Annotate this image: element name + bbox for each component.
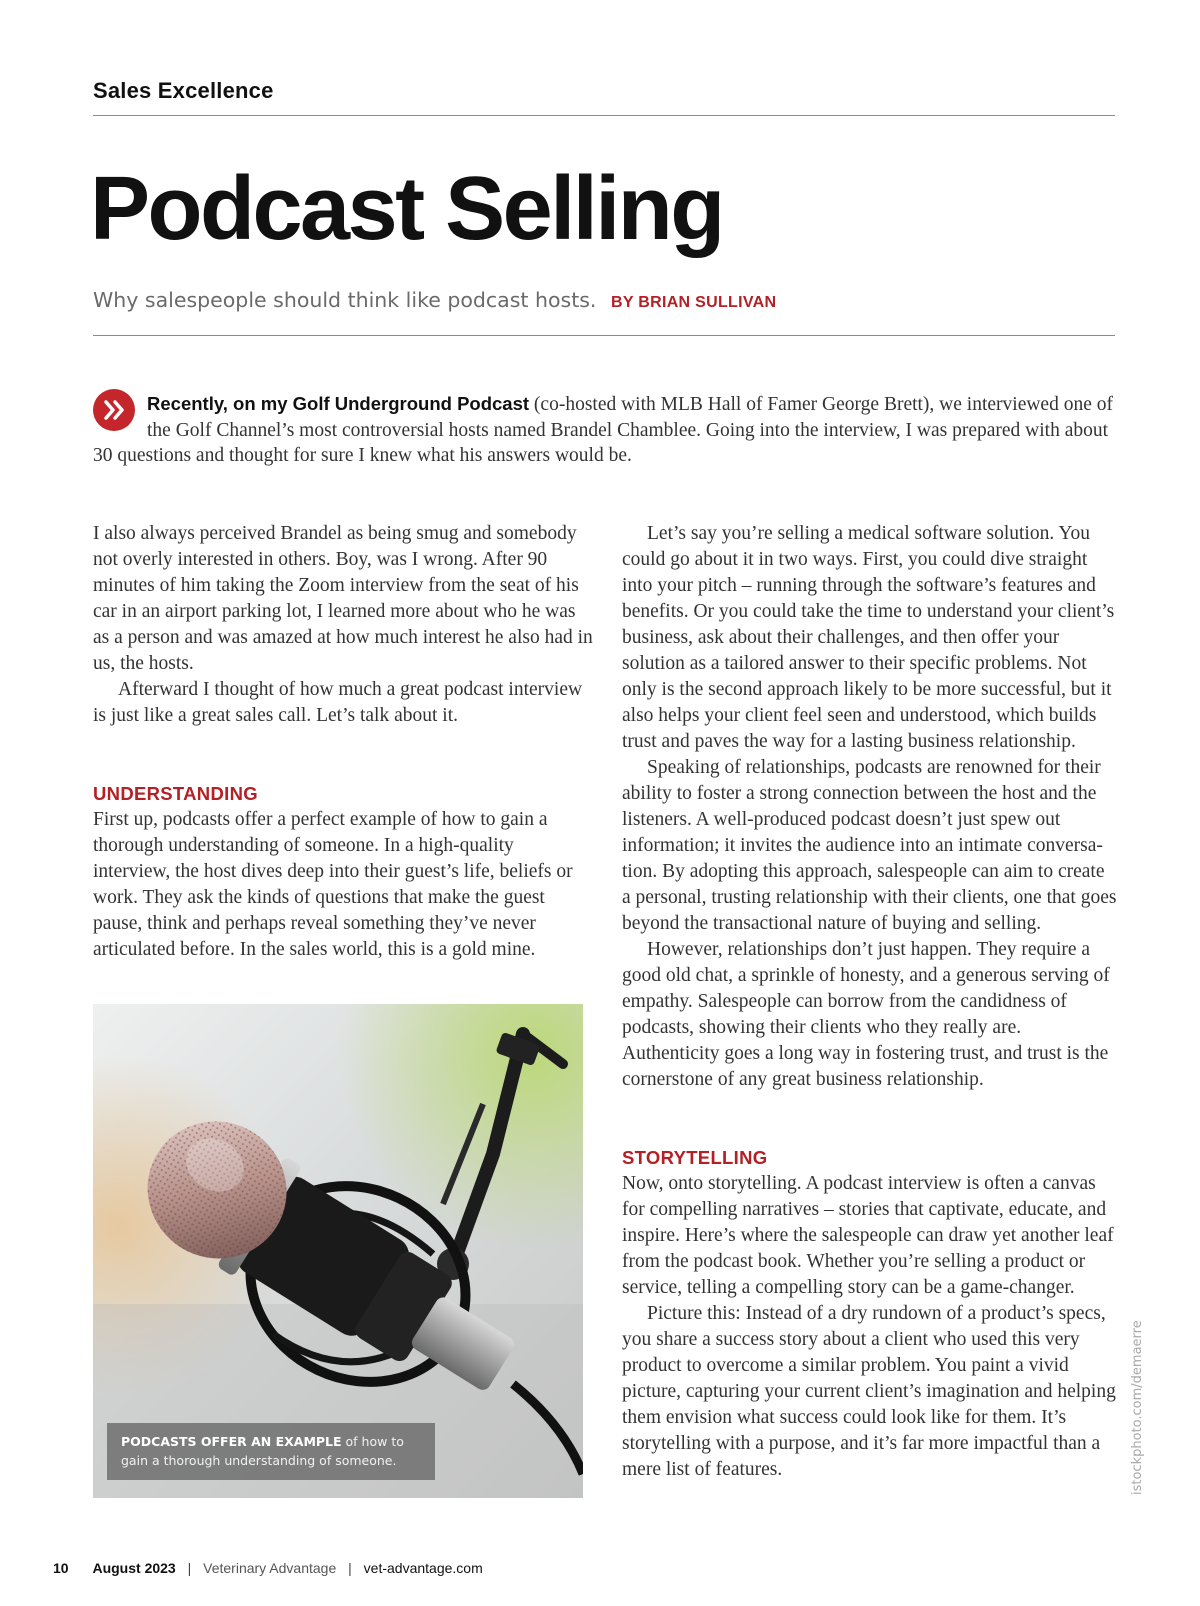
- publication-name: Veterinary Advantage: [203, 1560, 337, 1576]
- caption-bold: PODCASTS OFFER AN EXAMPLE: [121, 1434, 342, 1449]
- double-chevron-right-icon: [93, 389, 135, 431]
- photo-credit: istockphoto.com/demaerre: [1130, 1320, 1145, 1495]
- issue-date: August 2023: [92, 1560, 176, 1576]
- body-paragraph: Afterward I thought of how much a great podcast interview is just like a great sales call. Let’s talk about it.: [93, 679, 583, 726]
- publication-url: vet-advantage.com: [363, 1560, 483, 1576]
- lead-text: (co-hosted with MLB Hall of Famer George Brett), we interviewed one of the Golf Channel’s most controversial hosts named Brandel Chamblee. Going into the interview, I was prepared with about 30 questions and thought for sure I knew what his answers would be.: [93, 394, 1113, 466]
- article-title: Podcast Selling: [90, 159, 723, 259]
- body-paragraph: Let’s say you’re selling a medical software solution. You could go about it in two ways. First, you could dive straight into your pitch – running through the software’s features and benefits. Or you could take the time to understand your client’s business, ask about their challenges, and then offer your solution as a tailored answer to their specific problems. Not only is the second approach likely to be more successful, but it also helps your client feel seen and understood, which builds trust and paves the way for a lasting business relationship.: [622, 523, 1115, 752]
- body-paragraph: Speaking of relationships, podcasts are renowned for their ability to foster a strong connection between the host and the listeners. A well-produced podcast doesn’t just spew out information; it invites the audience into an intimate conversation. By adopting this approach, salespeople can aim to create a personal, trusting relationship with their clients, one that goes beyond the transactional nature of buying and selling.: [622, 757, 1117, 934]
- deck-rule: [93, 335, 1115, 336]
- body-paragraph: First up, podcasts offer a perfect example of how to gain a thorough understanding of someone. In a high-quality interview, the host dives deep into their guest’s life, beliefs or work. They ask the kinds of questions that make the guest pause, think and perhaps reveal something they’ve never articulated before. In the sales world, this is a gold mine.: [93, 809, 573, 960]
- caption-text: of how to gain a thorough understanding of someone.: [121, 1434, 404, 1468]
- lead-bold-text: Recently, on my Golf Underground Podcast: [147, 393, 530, 414]
- subhead-storytelling: STORYTELLING: [622, 1147, 768, 1168]
- footer-separator: |: [187, 1560, 192, 1576]
- article-deck: [93, 288, 776, 312]
- body-paragraph: However, relationships don’t just happen. They require a good old chat, a sprinkle of honesty, and a generous serving of empathy. Salespeople can borrow from the candidness of podcasts, showing their clients who they really are. Authenticity goes a long way in fostering trust, and trust is the cornerstone of any great business relationship.: [622, 939, 1110, 1090]
- header-rule: [93, 115, 1115, 116]
- footer-separator: |: [348, 1560, 352, 1576]
- byline: BY BRIAN SULLIVAN: [610, 294, 777, 311]
- subhead-understanding: UNDERSTANDING: [93, 783, 258, 804]
- photo-caption: [107, 1423, 435, 1480]
- deck-text: Why salespeople should think like podcast hosts.: [93, 288, 597, 312]
- page-footer: [53, 1560, 483, 1576]
- section-label: Sales Excellence: [93, 78, 274, 103]
- body-paragraph: Now, onto storytelling. A podcast interview is often a canvas for compelling narratives – stories that captivate, educate, and inspire. Here’s where the salespeople can draw yet another leaf from the podcast book. Whether you’re selling a product or service, telling a compelling story can be a game-changer.: [622, 1173, 1114, 1298]
- microphone-photo: [93, 1004, 583, 1498]
- page-number: 10: [53, 1560, 69, 1576]
- body-paragraph: Picture this: Instead of a dry rundown of a product’s specs, you share a success story about a client who used this very product to overcome a similar problem. You paint a vivid picture, capturing your current client’s imagination and helping them envision what success could look like for them. It’s storytelling with a purpose, and it’s far more impactful than a mere list of features.: [622, 1303, 1116, 1480]
- lead-paragraph: [93, 391, 1115, 469]
- body-paragraph: I also always perceived Brandel as being smug and somebody not overly interested in others. Boy, was I wrong. After 90 minutes of him taking the Zoom interview from the seat of his car in an airport parking lot, I learned more about who he was as a person and was amazed at how much interest he also had in us, the hosts.: [93, 523, 593, 674]
- right-column: [622, 521, 1117, 1483]
- left-column: [93, 521, 593, 963]
